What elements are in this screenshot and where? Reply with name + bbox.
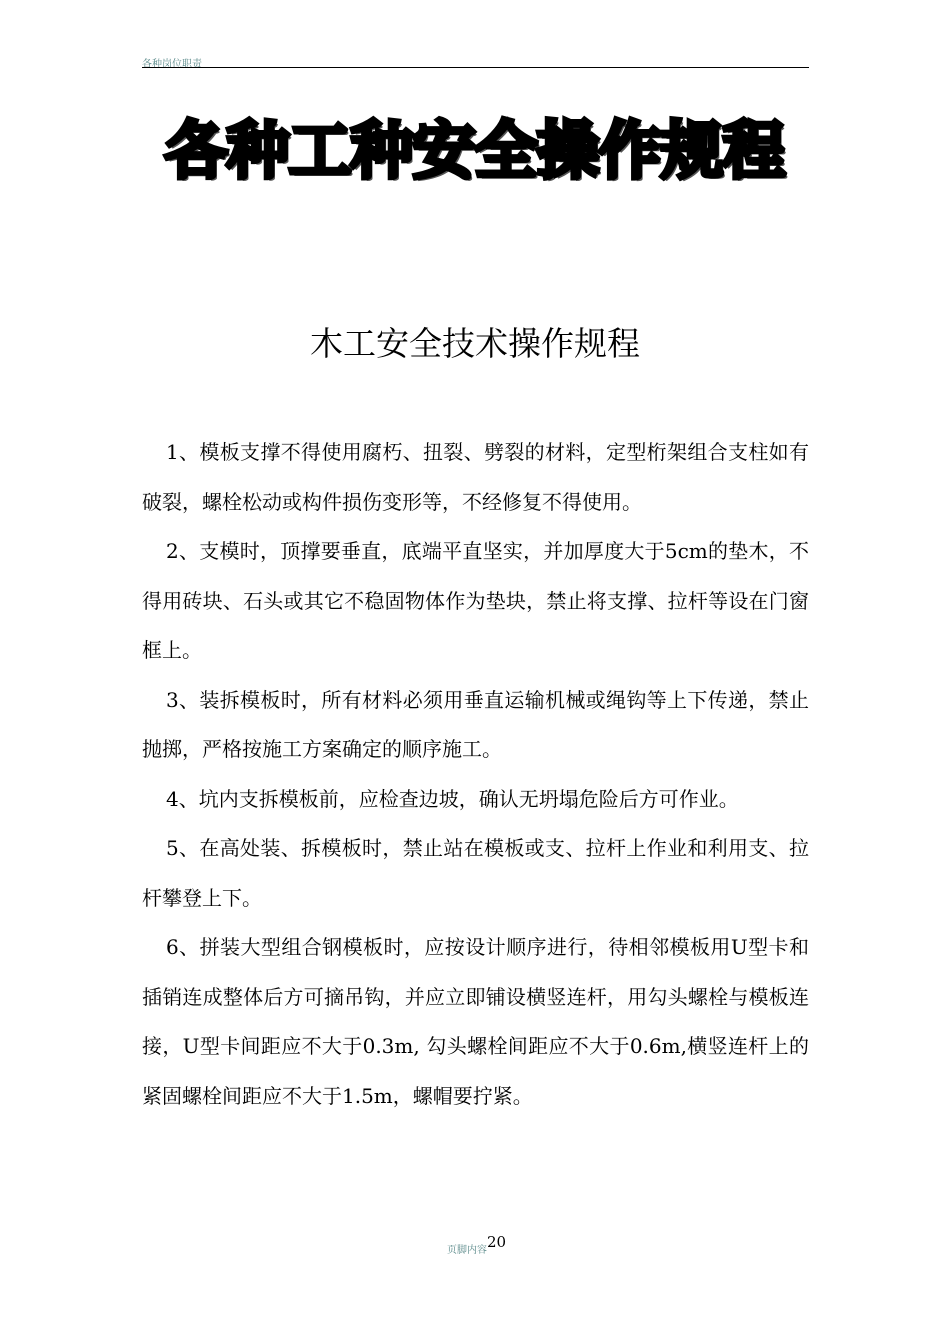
page-number: 20	[487, 1233, 507, 1251]
section-title: 木工安全技术操作规程	[310, 324, 640, 363]
header-rule	[142, 67, 809, 68]
main-title: 各种工种安全操作规程	[164, 114, 785, 187]
paragraph-3: 3、装拆模板时，所有材料必须用垂直运输机械或绳钩等上下传递，禁止抛掷，严格按施工方案确定的顺序施工。	[142, 687, 809, 761]
running-head: 各种岗位职责	[142, 59, 202, 70]
paragraph-6: 6、拼装大型组合钢模板时，应按设计顺序进行，待相邻模板用U型卡和插销连成整体后方可摘吊钩，并应立即铺设横竖连杆，用勾头螺栓与模板连接，U型卡间距应不大于0.3m, 勾头螺栓间距应不大于0.6m,横竖连杆上的紧固螺栓间距应不大于1.5m，螺帽要拧紧。	[142, 935, 809, 1108]
paragraph-1: 1、模板支撑不得使用腐朽、扭裂、劈裂的材料，定型桁架组合支柱如有破裂，螺栓松动或构件损伤变形等，不经修复不得使用。	[142, 440, 809, 514]
paragraph-5: 5、在高处装、拆模板时，禁止站在模板或支、拉杆上作业和利用支、拉杆攀登上下。	[142, 836, 809, 910]
body-text	[142, 428, 809, 1121]
paragraph-4: 4、坑内支拆模板前，应检查边坡，确认无坍塌危险后方可作业。	[166, 786, 739, 811]
paragraph-2: 2、支模时，顶撑要垂直，底端平直坚实，并加厚度大于5cm的垫木，不得用砖块、石头或其它不稳固物体作为垫块，禁止将支撑、拉杆等设在门窗框上。	[142, 539, 809, 662]
footer-label: 页脚内容	[447, 1245, 487, 1256]
